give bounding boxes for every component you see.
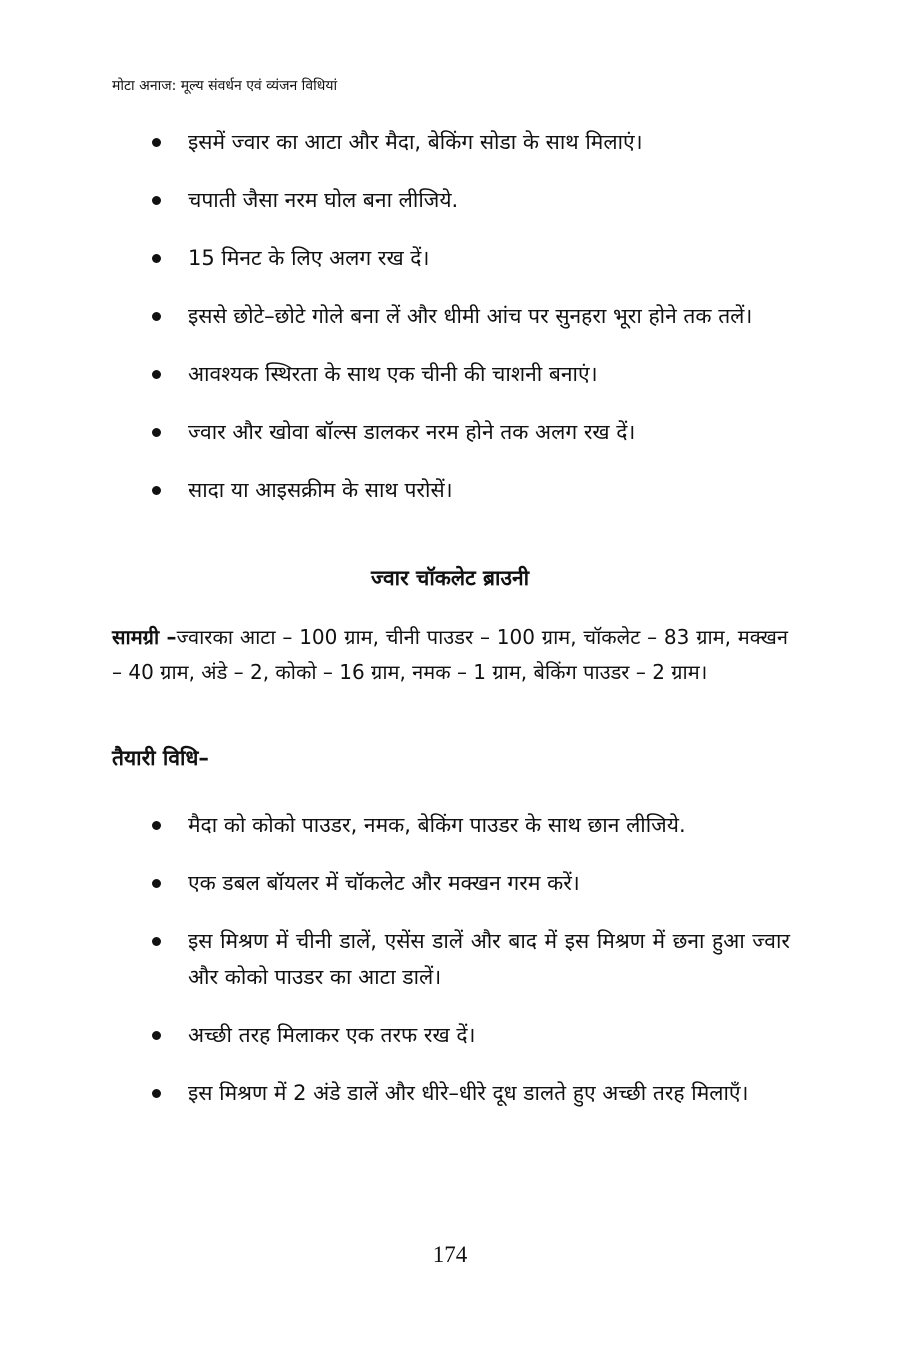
method-step-item: एक डबल बॉयलर में चॉकलेट और मक्खन गरम करें। [150, 865, 790, 901]
step-item: इससे छोटे–छोटे गोले बना लें और धीमी आंच पर सुनहरा भूरा होने तक तलें। [150, 298, 790, 334]
ingredients-label: सामग्री – [112, 625, 177, 649]
recipe-title: ज्वार चॉकलेट ब्राउनी [370, 566, 530, 590]
step-item: आवश्यक स्थिरता के साथ एक चीनी की चाशनी बनाएं। [150, 356, 790, 392]
page-number: 174 [432, 1242, 468, 1267]
step-item: ज्वार और खोवा बॉल्स डालकर नरम होने तक अलग रख दें। [150, 414, 790, 450]
method-heading: तैयारी विधि– [112, 746, 209, 770]
step-item: 15 मिनट के लिए अलग रख दें। [150, 240, 790, 276]
previous-recipe-steps [150, 124, 790, 530]
step-item: इसमें ज्वार का आटा और मैदा, बेकिंग सोडा के साथ मिलाएं। [150, 124, 790, 160]
method-step-item: इस मिश्रण में चीनी डालें, एसेंस डालें और बाद में इस मिश्रण में छना हुआ ज्वार और कोको पाउडर का आटा डालें। [150, 923, 790, 995]
step-item: चपाती जैसा नरम घोल बना लीजिये. [150, 182, 790, 218]
running-header: मोटा अनाज: मूल्य संवर्धन एवं व्यंजन विधियां [112, 78, 338, 94]
ingredients-paragraph [112, 620, 788, 690]
method-step-item: मैदा को कोको पाउडर, नमक, बेकिंग पाउडर के साथ छान लीजिये. [150, 807, 790, 843]
ingredients-text: ज्वारका आटा – 100 ग्राम, चीनी पाउडर – 100 ग्राम, चॉकलेट – 83 ग्राम, मक्खन – 40 ग्राम, अंडे – 2, कोको – 16 ग्राम, नमक – 1 ग्राम, बेकिंग पाउडर – 2 ग्राम। [112, 625, 788, 684]
method-steps [150, 807, 790, 1133]
method-step-item: अच्छी तरह मिलाकर एक तरफ रख दें। [150, 1017, 790, 1053]
step-item: सादा या आइसक्रीम के साथ परोसें। [150, 472, 790, 508]
method-step-item: इस मिश्रण में 2 अंडे डालें और धीरे–धीरे दूध डालते हुए अच्छी तरह मिलाएँ। [150, 1075, 790, 1111]
